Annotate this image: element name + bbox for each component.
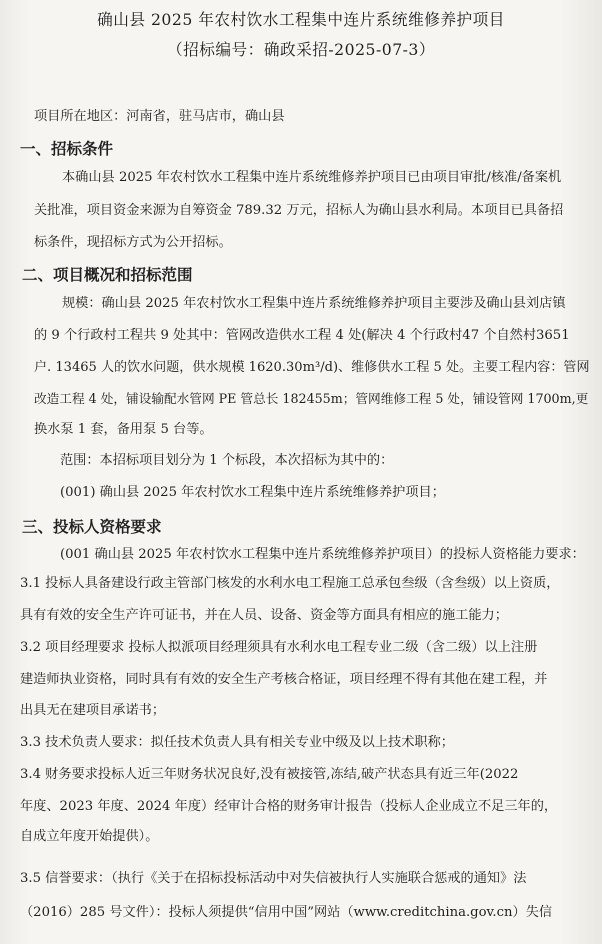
section-heading-2: 二、项目概况和招标范围	[22, 266, 193, 284]
section-3-line: （2016）285 号文件）：投标人须提供“信用中国”网站（www.creditchina.gov.cn）失信	[20, 905, 553, 920]
section-3-line: 3.3 技术负责人要求：拟任技术负责人具有相关专业中级及以上技术职称；	[20, 735, 454, 750]
section-1-line: 本确山县 2025 年农村饮水工程集中连片系统维修养护项目已由项目审批/核准/备案机	[62, 170, 562, 185]
section-3-line: 年度、2023 年度、2024 年度）经审计合格的财务审计报告（投标人企业成立不足三年的，	[20, 799, 558, 814]
section-2-line: 规模：确山县 2025 年农村饮水工程集中连片系统维修养护项目主要涉及确山县刘店镇	[62, 296, 566, 311]
section-heading-1: 一、招标条件	[20, 140, 114, 158]
section-3-line: 3.1 投标人具备建设行政主管部门核发的水利水电工程施工总承包叁级（含叁级）以上资质，	[20, 576, 560, 591]
section-2-line: 户. 13465 人的饮水问题，供水规模 1620.30m³/d)、维修供水工程 5 处。主要工程内容：管网	[34, 360, 590, 375]
section-2-line: 范围：本招标项目划分为 1 个标段，本次招标为其中的：	[60, 453, 394, 468]
section-1-line: 关批准，项目资金来源为自筹资金 789.32 万元，招标人为确山县水利局。本项目已具备招	[34, 203, 564, 218]
section-2-line: (001) 确山县 2025 年农村饮水工程集中连片系统维修养护项目；	[60, 485, 445, 500]
section-3-line: 具有有效的安全生产许可证书，并在人员、设备、资金等方面具有相应的施工能力；	[20, 608, 508, 623]
section-2-line: 换水泵 1 套，备用泵 5 台等。	[34, 422, 213, 437]
section-3-line: 自成立年度开始提供）。	[20, 829, 159, 844]
document-title: 确山县 2025 年农村饮水工程集中连片系统维修养护项目	[97, 10, 505, 29]
section-3-line: 3.4 财务要求投标人近三年财务状况良好,没有被接管,冻结,破产状态具有近三年(2022	[20, 767, 519, 782]
project-location: 项目所在地区：河南省，驻马店市，确山县	[34, 109, 285, 124]
section-1-line: 标条件，现招标方式为公开招标。	[34, 235, 232, 250]
tender-number: （招标编号：确政采招-2025-07-3）	[166, 40, 436, 59]
section-2-line: 的 9 个行政村工程共 9 处其中：管网改造供水工程 4 处(解决 4 个行政村47 个自然村3651	[34, 328, 570, 343]
section-3-line: (001 确山县 2025 年农村饮水工程集中连片系统维修养护项目）的投标人资格能力要求：	[60, 547, 585, 562]
section-3-line: 出具无在建项目承诺书；	[20, 703, 166, 718]
section-3-line: 建造师执业资格，同时具有有效的安全生产考核合格证，项目经理不得有其他在建工程，并	[20, 672, 548, 687]
section-3-line: 3.5 信誉要求：（执行《关于在招标投标活动中对失信被执行人实施联合惩戒的通知》法	[20, 871, 527, 886]
section-heading-3: 三、投标人资格要求	[22, 518, 162, 536]
section-2-line: 改造工程 4 处，铺设输配水管网 PE 管总长 182455m；管网维修工程 5 处，铺设管网 1700m,更	[34, 391, 589, 406]
section-3-line: 3.2 项目经理要求 投标人拟派项目经理须具有水利水电工程专业二级（含二级）以上注册	[20, 640, 538, 655]
